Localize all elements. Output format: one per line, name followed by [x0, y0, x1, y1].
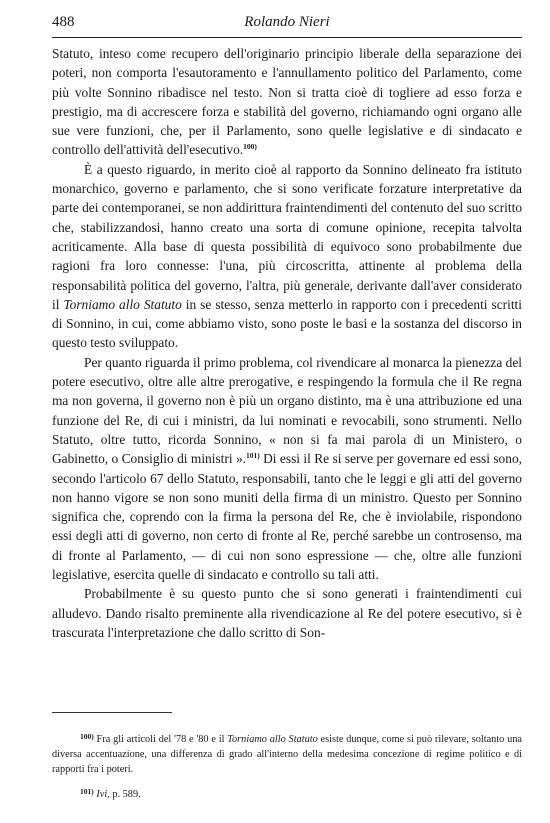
work-title: Torniamo allo Statuto: [63, 296, 182, 312]
footnote-work-title: Torniamo allo Statuto: [227, 734, 318, 745]
paragraph-1: Statuto, inteso come recupero dell'originario principio liberale della separazione dei poteri, non comporta l'esautoramento e l'annullamento politico del Parlamento, come più volte Sonnino ribadisce nel testo. Non si tratta cioè di togliere ad esso forza e prestigio, ma di accrescere forza e stabilità del governo, richiamando ogni organo alle sue vere funzioni, che, per il Parlamento, sono quelle legislative e di sindacato e controllo dell'attività dell'esecutivo.$^{100)}$: [52, 46, 522, 158]
footnote-mark: 100): [80, 732, 94, 741]
footnote-mark: 101): [80, 787, 94, 796]
page-number: 488: [52, 14, 75, 30]
footnote-ivi: Ivi: [96, 789, 108, 800]
paragraph-4: Probabilmente è su questo punto che si sono generati i fraintendimenti cui alludevo. Dando risalto preminente alla rivendicazione al Re del potere esecutivo, si è trascurata l'interpretazione che dallo scritto di Son-: [52, 586, 522, 640]
running-head: Rolando Nieri: [244, 14, 330, 30]
paragraph-2: È a questo riguardo, in merito cioè al rapporto da Sonnino delineato fra istituto monarchico, governo e parlamento, che si sono verificate forzature interpretative da parte dei contemporanei, se non addirittura fraintendimenti del contenuto del suo scritto che, stabilizzandosi, hanno creato una sorta di comune opinione, recepita talvolta acriticamente. Alla base di questa possibilità di equivoco sono probabilmente due ragioni fra loro connesse: l'una, più circoscritta, attinente al problema della responsabilità politica del governo, l'altra, più generale, derivante dall'aver considerato il Torniamo allo Statuto in se stesso, senza metterlo in rapporto con i precedenti scritti di Sonnino, in cui, come abbiamo visto, sono poste le basi e la sostanza del discorso in questo testo sviluppato.: [52, 161, 523, 351]
footnote-rule: [52, 712, 172, 713]
paragraph-3: Per quanto riguarda il primo problema, col rivendicare al monarca la pienezza del potere esecutivo, oltre alle altre prerogative, e respingendo la formula che il Re regna ma non governa, il governo non è più un organo distinto, ma è una attribuzione ed una funzione del Re, di cui i ministri, da lui nominati e revocabili, sono strumenti. Nello Statuto, oltre tutto, ricorda Sonnino, « non si fa mai parola di un Ministero, o Gabinetto, o Consiglio di ministri ».$^{101)}$ Di essi il Re si serve per governare ed essi sono, secondo l'articolo 67 dello Statuto, responsabili, tanto che le leggi e gli atti del governo non hanno vigore se non sono muniti della firma di un ministro. Questo per Sonnino significa che, coprendo con la firma la persona del Re, che è inviolabile, rispondono essi degli atti di governo, non certo di fronte al Re, perché sarebbe un controsenso, ma di fronte al Parlamento, — di cui non sono espressione — che, oltre alle funzioni legislative, esercita quelle di sindacato e controllo su tali atti.: [52, 354, 522, 583]
body-text: [52, 44, 522, 642]
page-header: [52, 14, 522, 38]
footnote-101: $^{101)}$ Ivi, p. 589.: [80, 787, 141, 800]
footnote-ref-101[interactable]: 101): [246, 451, 260, 461]
header-rule: [52, 37, 522, 38]
footnotes: [52, 732, 522, 802]
footnote-100: $^{100)}$ Fra gli articoli del '78 e '80 e il Torniamo allo Statuto esiste dunque, come si può rilevare, soltanto una diversa accentuazione, una differenza di grado all'interno della medesima concezione di regime politico e di rapporti fra i poteri.: [52, 732, 522, 775]
footnote-ref-100[interactable]: 100): [243, 142, 257, 152]
